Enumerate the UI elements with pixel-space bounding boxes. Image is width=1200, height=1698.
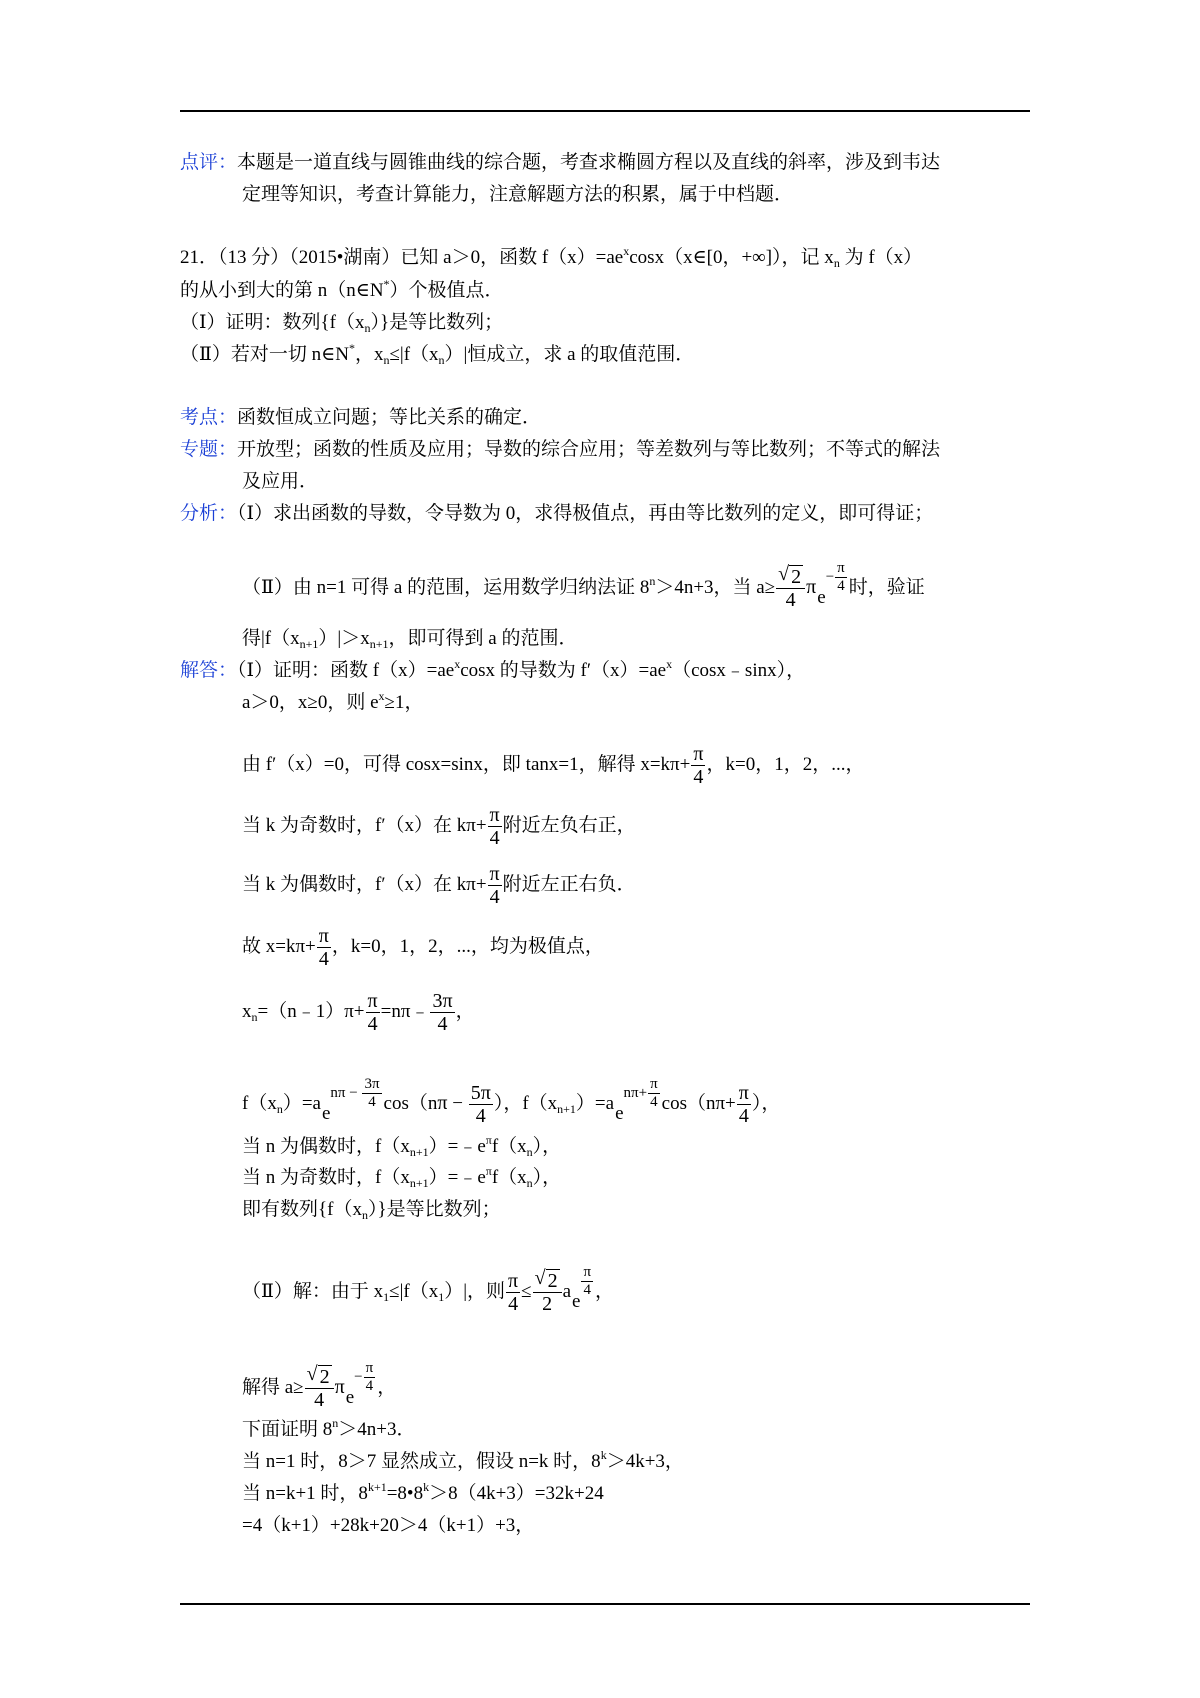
sub: n	[383, 353, 390, 367]
solution-text: ），	[532, 1167, 562, 1188]
sub: n+1	[409, 1176, 429, 1190]
pi: π	[806, 575, 817, 598]
frac-den: 4	[366, 1012, 380, 1035]
solution-text: 当 n=1 时，8＞7 显然成立，假设 n=k 时，8	[242, 1451, 601, 1472]
sub: n+1	[299, 637, 319, 651]
solution-line-9	[242, 1135, 561, 1159]
comment-text-2: 定理等知识，考查计算能力，注意解题方法的积累，属于中档题．	[242, 184, 794, 205]
solution-line-12	[242, 1264, 614, 1315]
sub: n+1	[369, 637, 389, 651]
solution-line-16	[242, 1482, 604, 1506]
problem-text: cosx（x∈[0，+∞]），记 x	[629, 247, 834, 268]
fraction	[488, 804, 502, 849]
topic-line-1	[180, 438, 940, 462]
topic-text: 及应用．	[242, 471, 319, 492]
solution-line-3	[242, 743, 864, 788]
frac-num: 5π	[470, 1082, 491, 1105]
topic-line-2	[242, 470, 318, 494]
solution-text: ），	[751, 1092, 781, 1114]
solution-text: =（n﹣1）π+	[257, 1000, 365, 1022]
solution-text: ）=﹣e	[428, 1136, 486, 1157]
frac-den: 4	[488, 885, 502, 908]
fraction	[506, 1270, 520, 1315]
frac-num: π	[650, 1076, 658, 1092]
exponential	[572, 1264, 594, 1314]
solution-line-11	[242, 1198, 501, 1222]
frac-num: π	[583, 1264, 592, 1280]
frac-den: 4	[305, 1388, 334, 1411]
frac-num: 3π	[364, 1076, 380, 1092]
solution-text: ，k=0，1，2，...，	[706, 753, 865, 775]
header-rule	[180, 110, 1030, 112]
exponential	[322, 1076, 383, 1126]
comment-line-1	[180, 151, 940, 175]
topic-label: 专题：	[180, 439, 238, 460]
sup: x	[454, 657, 461, 671]
solution-text: ＞4k+3，	[606, 1451, 684, 1472]
solution-text: ），	[532, 1136, 562, 1157]
solution-text: =4（k+1）+28k+20＞4（k+1）+3，	[242, 1515, 535, 1536]
frac-num: π	[508, 1270, 519, 1293]
solution-text: =8•8	[386, 1483, 424, 1504]
frac-den: 4	[581, 1281, 593, 1299]
exponential	[346, 1360, 376, 1410]
test-point-text: 函数恒成立问题；等比关系的确定．	[237, 407, 542, 428]
fraction	[469, 1082, 493, 1127]
sup: x	[378, 689, 385, 703]
frac-num: π	[318, 925, 329, 947]
analysis-line-1	[180, 502, 933, 526]
solution-text: cos（nπ+	[661, 1092, 736, 1114]
frac-den: 2	[533, 1292, 562, 1315]
frac-den: 4	[648, 1093, 660, 1111]
frac-den: 4	[776, 588, 805, 611]
solution-text: 当 k 为奇数时，f′（x）在 kπ+	[242, 814, 487, 836]
comment-label: 点评：	[180, 152, 238, 173]
solution-text: 解得 a≥	[242, 1376, 304, 1398]
problem-text: 21．（13 分）（2015•湖南）已知 a＞0，函数 f（x）=ae	[180, 247, 624, 268]
sub: n	[276, 1101, 283, 1116]
solution-text: cosx 的导数为 f′（x）=ae	[460, 660, 667, 681]
sqrt-arg: 2	[791, 566, 802, 589]
sup: x	[623, 244, 630, 258]
sub: n+1	[557, 1101, 576, 1116]
sub: n	[361, 1208, 368, 1222]
exp-term: nπ	[623, 1084, 639, 1101]
sub: n	[526, 1145, 533, 1159]
frac-den: 4	[317, 947, 331, 970]
test-point-line	[180, 406, 541, 430]
problem-part-1	[180, 311, 503, 335]
sup: *	[348, 341, 355, 355]
analysis-text: （Ⅱ）由 n=1 可得 a 的范围，运用数学归纳法证 8	[242, 576, 650, 598]
problem-text: 为 f（x）	[839, 247, 923, 268]
sub: n	[526, 1176, 533, 1190]
problem-header	[180, 246, 922, 270]
problem-text: ≤|f（x	[389, 344, 439, 365]
analysis-text: 时，验证	[848, 576, 925, 598]
fraction	[317, 925, 331, 970]
sup: π	[485, 1133, 492, 1147]
frac-den: 4	[364, 1377, 376, 1395]
problem-part-2	[180, 343, 694, 367]
exponential	[615, 1076, 661, 1126]
exponential	[817, 560, 847, 610]
solution-text: f（x	[491, 1136, 527, 1157]
sqrt-arg: 2	[319, 1366, 330, 1389]
frac-num: π	[489, 804, 500, 826]
frac-num: π	[489, 863, 500, 885]
solution-text: ，	[595, 1280, 615, 1302]
solution-text: ≥1，	[384, 692, 424, 713]
test-point-label: 考点：	[180, 407, 238, 428]
solution-text: ）}是等比数列；	[367, 1199, 501, 1220]
pi: π	[437, 1091, 448, 1114]
sub: n	[251, 1009, 258, 1024]
fraction	[488, 863, 502, 908]
solution-line-14	[242, 1418, 415, 1442]
minus: −	[447, 1092, 468, 1114]
analysis-text: ＞4n+3，当 a≥	[655, 576, 776, 598]
exp-minus: −	[354, 1368, 363, 1385]
sup: k	[600, 1448, 607, 1462]
analysis-text: ，即可得到 a 的范围．	[388, 628, 578, 649]
analysis-text: （Ⅰ）求出函数的导数，令导数为 0，求得极值点，再由等比数列的定义，即可得证；	[237, 503, 934, 524]
frac-den: 4	[469, 1104, 493, 1127]
sup: k+1	[367, 1480, 387, 1494]
solution-text: ）=a	[282, 1092, 321, 1114]
topic-text: 开放型；函数的性质及应用；导数的综合应用；等差数列与等比数列；不等式的解法	[237, 439, 941, 460]
solution-text: 由 f′（x）=0，可得 cosx=sinx，即 tanx=1，解得 x=kπ+	[242, 753, 691, 775]
solution-text: ），f（x	[493, 1092, 558, 1114]
problem-text: （Ⅰ）证明：数列{f（x	[180, 312, 365, 333]
solution-line-13	[242, 1360, 396, 1411]
sub: 1	[438, 1289, 445, 1304]
sup: n	[649, 573, 656, 588]
exp-base: e	[345, 1386, 355, 1408]
fraction	[737, 1082, 751, 1127]
exp-base: e	[817, 586, 826, 608]
solution-text: ≤|f（x	[389, 1280, 439, 1302]
frac-den: 4	[362, 1093, 381, 1111]
exp-term: nπ	[330, 1084, 346, 1101]
frac-num: π	[693, 743, 704, 765]
problem-text: （Ⅱ）若对一切 n∈N	[180, 344, 349, 365]
solution-text: 当 n 为偶数时，f（x	[242, 1136, 410, 1157]
frac-den: 4	[488, 826, 502, 849]
solution-text: ，	[377, 1376, 397, 1398]
fraction	[691, 743, 705, 788]
comment-text-1: 本题是一道直线与圆锥曲线的综合题，考查求椭圆方程以及直线的斜率，涉及到韦达	[237, 152, 941, 173]
sup: π	[485, 1164, 492, 1178]
exp-minus: −	[345, 1084, 362, 1101]
frac-den: 4	[737, 1104, 751, 1127]
exp-base: e	[572, 1290, 581, 1312]
solution-text: 当 k 为偶数时，f′（x）在 kπ+	[242, 873, 487, 895]
sub: n	[364, 321, 371, 335]
exp-minus: −	[825, 568, 835, 585]
analysis-label: 分析：	[180, 503, 238, 524]
solution-text: ）=﹣e	[428, 1167, 486, 1188]
solution-text: =nπ﹣	[380, 1000, 430, 1022]
solution-line-10	[242, 1166, 561, 1190]
exp-base: e	[321, 1102, 331, 1124]
solution-label: 解答：	[180, 660, 238, 681]
sup: n	[332, 1416, 339, 1430]
solution-text: ）=a	[575, 1092, 615, 1114]
analysis-line-2	[242, 560, 925, 611]
solution-text: ≤	[521, 1280, 532, 1302]
solution-text: f（x	[491, 1167, 527, 1188]
solution-text: ＞8（4k+3）=32k+24	[429, 1483, 604, 1504]
solution-line-2	[242, 691, 423, 715]
solution-text: cos（n	[383, 1092, 438, 1114]
sub: n	[833, 256, 840, 270]
solution-text: 即有数列{f（x	[242, 1199, 362, 1220]
solution-text: （cosx﹣sinx），	[672, 660, 806, 681]
fraction	[430, 990, 454, 1035]
fraction: √ 2 4	[305, 1366, 334, 1411]
solution-text: （Ⅰ）证明：函数 f（x）=ae	[237, 660, 455, 681]
frac-num: π	[365, 1360, 374, 1376]
sup: *	[383, 277, 390, 291]
problem-text: ，x	[354, 344, 384, 365]
solution-line-17	[242, 1514, 534, 1538]
solution-text: a＞0，x≥0，则 e	[242, 692, 379, 713]
frac-num: 3π	[432, 990, 453, 1012]
analysis-text: ）|＞x	[318, 628, 370, 649]
solution-text: ，k=0，1，2，...，均为极值点，	[331, 935, 604, 957]
solution-text: f（x	[242, 1092, 277, 1114]
solution-line-15	[242, 1450, 684, 1474]
solution-line-4	[242, 804, 636, 849]
problem-text: ）}是等比数列；	[370, 312, 504, 333]
solution-text: ，	[455, 1000, 475, 1022]
problem-text: 的从小到大的第 n（n∈N	[180, 280, 384, 301]
frac-den: 4	[835, 577, 847, 595]
solution-line-8	[242, 1076, 780, 1127]
analysis-text: 得|f（x	[242, 628, 300, 649]
exp-base: e	[615, 1102, 624, 1124]
problem-text: ）|恒成立，求 a 的取值范围．	[444, 344, 695, 365]
solution-line-1	[180, 659, 805, 683]
solution-line-6	[242, 925, 604, 970]
fraction	[366, 990, 380, 1035]
sub: n	[438, 353, 445, 367]
solution-text: （Ⅱ）解：由于 x	[242, 1280, 384, 1302]
solution-text: ＞4n+3．	[338, 1419, 416, 1440]
problem-line-2	[180, 279, 504, 303]
exp-plus: +	[638, 1084, 648, 1101]
solution-text: 当 n=k+1 时，8	[242, 1483, 368, 1504]
frac-num: π	[837, 560, 845, 576]
sub: n+1	[409, 1145, 429, 1159]
frac-den: 4	[691, 765, 705, 788]
sup: k	[423, 1480, 430, 1494]
sqrt-arg: 2	[547, 1270, 558, 1293]
solution-text: 下面证明 8	[242, 1419, 333, 1440]
sup: x	[666, 657, 673, 671]
solution-line-5	[242, 863, 636, 908]
comment-line-2	[242, 183, 793, 207]
pi: π	[334, 1375, 345, 1398]
solution-line-7	[242, 990, 475, 1035]
frac-num: π	[367, 990, 378, 1012]
frac-den: 4	[506, 1292, 520, 1315]
analysis-line-3	[242, 627, 577, 651]
solution-text: 故 x=kπ+	[242, 935, 316, 957]
frac-num: π	[738, 1082, 749, 1105]
solution-text: a	[562, 1280, 572, 1302]
fraction: √ 2 2	[533, 1270, 562, 1315]
solution-text: 附近左负右正，	[502, 814, 636, 836]
solution-text: 附近左正右负．	[502, 873, 636, 895]
solution-text: 当 n 为奇数时，f（x	[242, 1167, 410, 1188]
problem-text: ）个极值点．	[389, 280, 504, 301]
solution-text: ）|，则	[444, 1280, 506, 1302]
fraction: √ 2 4	[776, 566, 805, 611]
sub: 1	[383, 1289, 390, 1304]
footer-rule	[180, 1603, 1030, 1605]
frac-den: 4	[430, 1012, 454, 1035]
solution-text: x	[242, 1000, 252, 1022]
